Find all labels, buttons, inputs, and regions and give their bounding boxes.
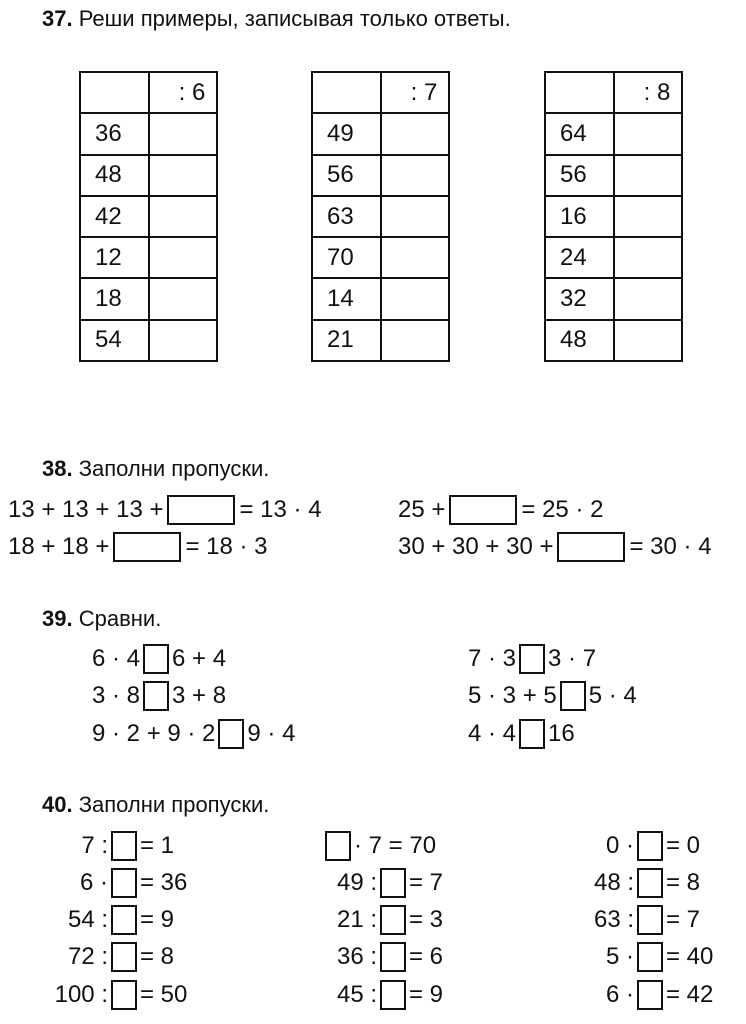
compare-expression xyxy=(92,680,226,712)
expression-right: = 50 xyxy=(140,981,188,1008)
compare-expression xyxy=(92,718,295,750)
compare-box[interactable] xyxy=(143,681,169,711)
fill-expression xyxy=(578,867,700,899)
expression-left: 49 : xyxy=(336,869,377,896)
answer-cell[interactable] xyxy=(381,320,449,361)
answer-box[interactable] xyxy=(380,905,406,935)
expression-left: 5 · xyxy=(605,943,634,970)
answer-box[interactable] xyxy=(113,532,181,562)
answer-box[interactable] xyxy=(637,942,663,972)
expression-right: = 8 xyxy=(140,943,175,970)
dividend-cell: 70 xyxy=(312,237,381,278)
dividend-cell: 36 xyxy=(80,113,149,154)
answer-box[interactable] xyxy=(167,495,235,525)
compare-box[interactable] xyxy=(143,644,169,674)
answer-box[interactable] xyxy=(380,868,406,898)
fill-expression xyxy=(322,941,443,973)
dividend-cell: 18 xyxy=(80,278,149,319)
expression-left: 48 : xyxy=(593,869,634,896)
answer-box[interactable] xyxy=(380,980,406,1010)
corner-cell xyxy=(545,72,614,113)
answer-cell[interactable] xyxy=(149,113,217,154)
answer-cell[interactable] xyxy=(149,155,217,196)
divisor-header: : 6 xyxy=(149,72,217,113)
dividend-cell: 48 xyxy=(80,155,149,196)
expression-right: = 6 xyxy=(409,943,444,970)
fill-expression xyxy=(398,531,712,563)
task-40-title xyxy=(42,792,269,818)
compare-right: 3 · 7 xyxy=(548,645,597,672)
answer-cell[interactable] xyxy=(149,237,217,278)
answer-cell[interactable] xyxy=(149,278,217,319)
expression-right: = 8 xyxy=(666,869,701,896)
dividend-cell: 12 xyxy=(80,237,149,278)
fill-expression xyxy=(322,830,436,862)
expression-right: = 3 xyxy=(409,906,444,933)
divisor-header: : 8 xyxy=(614,72,682,113)
compare-right: 9 · 4 xyxy=(247,720,296,747)
dividend-cell: 64 xyxy=(545,113,614,154)
answer-cell[interactable] xyxy=(381,278,449,319)
answer-cell[interactable] xyxy=(149,320,217,361)
expression-left: 7 : xyxy=(81,832,108,859)
expression-right: = 25 · 2 xyxy=(521,496,604,523)
task-text: Заполни пропуски. xyxy=(78,456,270,481)
fill-expression xyxy=(40,979,187,1011)
answer-cell[interactable] xyxy=(614,278,682,319)
answer-box[interactable] xyxy=(111,868,137,898)
task-39-title xyxy=(42,606,161,632)
answer-cell[interactable] xyxy=(381,113,449,154)
expression-left: 6 · xyxy=(605,981,634,1008)
fill-expression xyxy=(8,531,268,563)
corner-cell xyxy=(312,72,381,113)
fill-expression xyxy=(40,830,174,862)
task-number: 39. xyxy=(42,606,73,631)
answer-cell[interactable] xyxy=(614,320,682,361)
dividend-cell: 54 xyxy=(80,320,149,361)
answer-cell[interactable] xyxy=(614,196,682,237)
compare-right: 6 + 4 xyxy=(172,645,227,672)
expression-right: = 42 xyxy=(666,981,714,1008)
expression-left: 63 : xyxy=(593,906,634,933)
division-table-7 xyxy=(311,71,450,362)
answer-box[interactable] xyxy=(111,831,137,861)
expression-left: 6 · xyxy=(79,869,108,896)
compare-left: 3 · 8 xyxy=(92,682,141,709)
fill-expression xyxy=(40,941,174,973)
fill-expression xyxy=(322,904,443,936)
compare-expression xyxy=(468,680,637,712)
fill-expression xyxy=(40,867,187,899)
expression-right: = 9 xyxy=(140,906,175,933)
dividend-cell: 56 xyxy=(312,155,381,196)
compare-box[interactable] xyxy=(218,719,244,749)
answer-box[interactable] xyxy=(380,942,406,972)
compare-box[interactable] xyxy=(519,719,545,749)
expression-right: = 40 xyxy=(666,943,714,970)
dividend-cell: 14 xyxy=(312,278,381,319)
expression-right: = 36 xyxy=(140,869,188,896)
expression-left: 45 : xyxy=(336,981,377,1008)
answer-cell[interactable] xyxy=(381,196,449,237)
fill-expression xyxy=(322,979,443,1011)
dividend-cell: 56 xyxy=(545,155,614,196)
compare-box[interactable] xyxy=(519,644,545,674)
expression-left: 72 : xyxy=(67,943,108,970)
answer-cell[interactable] xyxy=(614,113,682,154)
expression-left: 25 + xyxy=(398,496,446,523)
dividend-cell: 21 xyxy=(312,320,381,361)
compare-left: 9 · 2 + 9 · 2 xyxy=(92,720,216,747)
expression-right: = 7 xyxy=(666,906,701,933)
answer-cell[interactable] xyxy=(614,155,682,196)
fill-expression xyxy=(578,941,713,973)
task-text: Сравни. xyxy=(78,606,162,631)
fill-expression xyxy=(8,494,322,526)
task-38-title xyxy=(42,456,269,482)
fill-expression xyxy=(578,904,700,936)
task-number: 40. xyxy=(42,792,73,817)
expression-right: = 1 xyxy=(140,832,175,859)
compare-expression xyxy=(468,718,575,750)
compare-left: 6 · 4 xyxy=(92,645,141,672)
answer-box[interactable] xyxy=(557,532,625,562)
fill-expression xyxy=(398,494,603,526)
dividend-cell: 16 xyxy=(545,196,614,237)
compare-expression xyxy=(92,643,226,675)
answer-cell[interactable] xyxy=(614,237,682,278)
answer-box[interactable] xyxy=(449,495,517,525)
expression-right: = 30 · 4 xyxy=(629,533,712,560)
divisor-header: : 7 xyxy=(381,72,449,113)
fill-expression xyxy=(578,979,713,1011)
compare-left: 7 · 3 xyxy=(468,645,517,672)
task-37-title xyxy=(42,6,511,32)
answer-cell[interactable] xyxy=(381,155,449,196)
task-number: 37. xyxy=(42,6,73,31)
fill-expression xyxy=(40,904,174,936)
expression-left: 18 + 18 + xyxy=(8,533,110,560)
expression-right: · 7 = 70 xyxy=(354,832,437,859)
expression-left: 13 + 13 + 13 + xyxy=(8,496,164,523)
expression-left: 100 : xyxy=(54,981,108,1008)
compare-right: 5 · 4 xyxy=(588,682,637,709)
compare-box[interactable] xyxy=(560,681,586,711)
answer-box[interactable] xyxy=(637,905,663,935)
division-table-6 xyxy=(79,71,218,362)
answer-box[interactable] xyxy=(637,868,663,898)
compare-right: 3 + 8 xyxy=(172,682,227,709)
expression-left: 21 : xyxy=(336,906,377,933)
answer-box[interactable] xyxy=(111,905,137,935)
dividend-cell: 24 xyxy=(545,237,614,278)
answer-cell[interactable] xyxy=(381,237,449,278)
dividend-cell: 32 xyxy=(545,278,614,319)
compare-expression xyxy=(468,643,596,675)
expression-right: = 18 · 3 xyxy=(185,533,268,560)
expression-right: = 13 · 4 xyxy=(239,496,322,523)
corner-cell xyxy=(80,72,149,113)
answer-cell[interactable] xyxy=(149,196,217,237)
dividend-cell: 49 xyxy=(312,113,381,154)
expression-right: = 7 xyxy=(409,869,444,896)
division-table-8 xyxy=(544,71,683,362)
dividend-cell: 63 xyxy=(312,196,381,237)
answer-box[interactable] xyxy=(637,831,663,861)
task-text: Заполни пропуски. xyxy=(78,792,270,817)
answer-box[interactable] xyxy=(111,942,137,972)
expression-left: 54 : xyxy=(67,906,108,933)
answer-box[interactable] xyxy=(325,831,351,861)
answer-box[interactable] xyxy=(111,980,137,1010)
dividend-cell: 42 xyxy=(80,196,149,237)
task-number: 38. xyxy=(42,456,73,481)
compare-left: 5 · 3 + 5 xyxy=(468,682,557,709)
expression-right: = 9 xyxy=(409,981,444,1008)
compare-left: 4 · 4 xyxy=(468,720,517,747)
expression-left: 30 + 30 + 30 + xyxy=(398,533,554,560)
dividend-cell: 48 xyxy=(545,320,614,361)
task-text: Реши примеры, записывая только ответы. xyxy=(78,6,511,31)
fill-expression xyxy=(578,830,700,862)
expression-left: 0 · xyxy=(605,832,634,859)
expression-left: 36 : xyxy=(336,943,377,970)
fill-expression xyxy=(322,867,443,899)
answer-box[interactable] xyxy=(637,980,663,1010)
compare-right: 16 xyxy=(548,720,575,747)
expression-right: = 0 xyxy=(666,832,701,859)
